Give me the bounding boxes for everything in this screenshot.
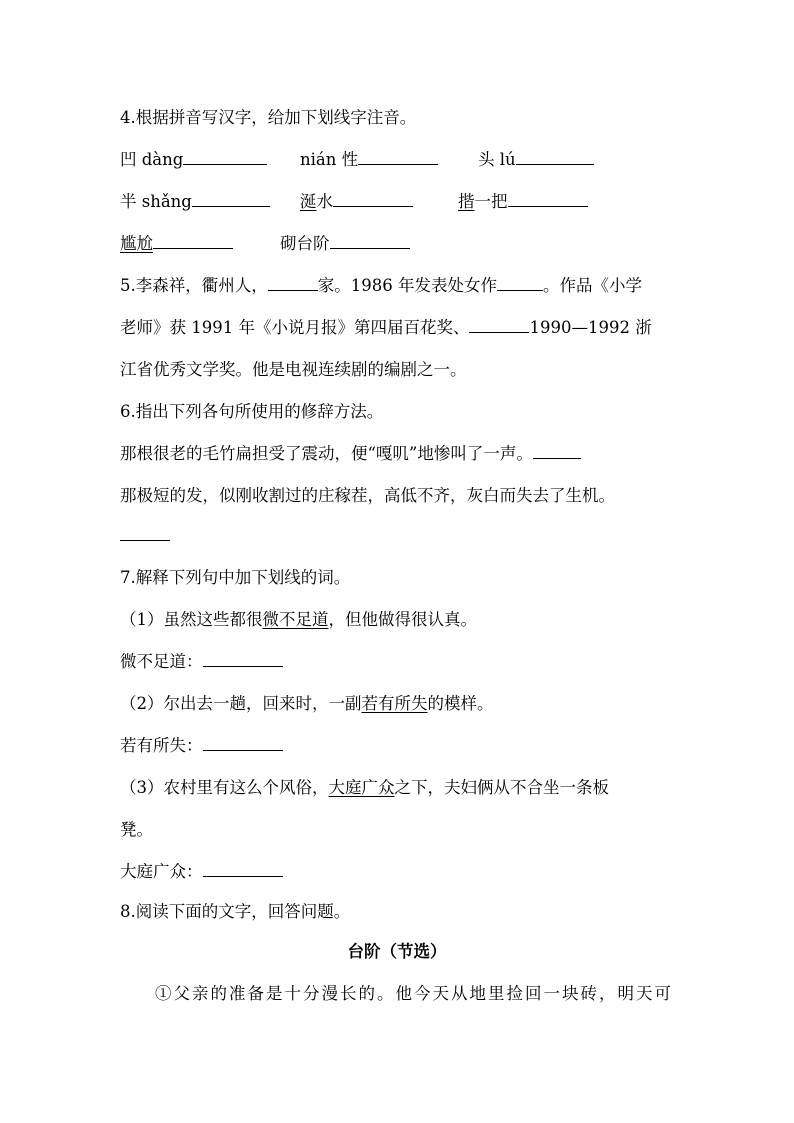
q4-item-4 xyxy=(120,192,270,212)
q7-text: 之下，夫妇俩从不合坐一条板 xyxy=(394,778,609,797)
q7-answer-2 xyxy=(120,736,283,756)
answer-blank[interactable] xyxy=(192,192,270,207)
q4-item-4-text: 半 shǎng xyxy=(120,192,192,211)
answer-blank[interactable] xyxy=(153,234,233,249)
q7-word-label: 若有所失： xyxy=(120,736,203,755)
passage-paragraph-1: ①父亲的准备是十分漫长的。他今天从地里捡回一块砖，明天可 xyxy=(155,984,673,1003)
answer-blank[interactable] xyxy=(533,444,581,459)
passage-title: 台阶（节选） xyxy=(347,942,447,961)
q4-item-2-text: nián 性 xyxy=(300,150,359,169)
underlined-word: 大庭广众 xyxy=(328,778,395,797)
answer-blank[interactable] xyxy=(358,150,438,165)
underlined-char: 揩 xyxy=(458,192,475,211)
q4-item-1-text: 凹 dàng xyxy=(120,150,184,169)
q4-item-8 xyxy=(280,234,410,254)
answer-blank[interactable] xyxy=(203,862,283,877)
q6-text: 那根很老的毛竹扁担受了震动，便“嘎叽”地惨叫了一声。 xyxy=(120,444,533,463)
q7-word-label: 微不足道： xyxy=(120,652,203,671)
q4-item-8-text: 砌台阶 xyxy=(280,234,330,253)
q7-text: （3）农村里有这么个风俗， xyxy=(120,778,329,797)
answer-blank[interactable] xyxy=(120,526,170,541)
q4-item-6 xyxy=(458,192,588,212)
q8-title: 8.阅读下面的文字，回答问题。 xyxy=(120,902,351,921)
underlined-word: 若有所失 xyxy=(361,694,428,713)
q7-answer-3 xyxy=(120,862,283,882)
answer-blank[interactable] xyxy=(203,652,283,667)
q5-text: 家。1986 年发表处女作 xyxy=(317,276,497,295)
q4-item-1 xyxy=(120,150,267,170)
underlined-word: 微不足道 xyxy=(262,610,329,629)
q6-sentence-2: 那极短的发，似刚收割过的庄稼茬，高低不齐，灰白而失去了生机。 xyxy=(120,486,615,505)
q5-text: 5.李森祥，衢州人， xyxy=(120,276,268,295)
underlined-word: 尴尬 xyxy=(120,234,153,253)
q7-text: （2）尔出去一趟，回来时，一副 xyxy=(120,694,362,713)
answer-blank[interactable] xyxy=(203,736,283,751)
q6-sentence-1 xyxy=(120,444,581,464)
answer-blank[interactable] xyxy=(183,150,267,165)
q4-item-5 xyxy=(300,192,413,212)
q7-sentence-2 xyxy=(120,694,494,714)
q7-title: 7.解释下列句中加下划线的词。 xyxy=(120,568,351,587)
q7-sentence-3-cont: 凳。 xyxy=(120,820,153,839)
q4-item-3-text: 头 lú xyxy=(478,150,516,169)
q7-sentence-3 xyxy=(120,778,609,798)
answer-blank[interactable] xyxy=(508,192,588,207)
q7-text: （1）虽然这些都很 xyxy=(120,610,263,629)
q5-text: 老师》获 1991 年《小说月报》第四届百花奖、 xyxy=(120,318,470,337)
q4-item-7 xyxy=(120,234,233,254)
q6-title: 6.指出下列各句所使用的修辞方法。 xyxy=(120,402,384,421)
q5-line-1 xyxy=(120,276,642,296)
answer-blank[interactable] xyxy=(516,150,594,165)
q5-line-2 xyxy=(120,318,652,338)
q7-sentence-1 xyxy=(120,610,477,630)
q5-line-3: 江省优秀文学奖。他是电视连续剧的编剧之一。 xyxy=(120,360,467,379)
q7-answer-1 xyxy=(120,652,283,672)
answer-blank[interactable] xyxy=(469,318,529,333)
q7-word-label: 大庭广众： xyxy=(120,862,203,881)
underlined-char: 涎 xyxy=(300,192,317,211)
q4-item-5-suffix: 水 xyxy=(316,192,333,211)
q5-text: 。作品《小学 xyxy=(543,276,642,295)
q4-title: 4.根据拼音写汉字，给加下划线字注音。 xyxy=(120,108,417,127)
answer-blank[interactable] xyxy=(268,276,318,291)
q4-item-6-suffix: 一把 xyxy=(474,192,508,211)
answer-blank[interactable] xyxy=(330,234,410,249)
answer-blank[interactable] xyxy=(333,192,413,207)
q7-text: ，但他做得很认真。 xyxy=(328,610,477,629)
q5-text: 1990—1992 浙 xyxy=(529,318,652,337)
q6-blank-line xyxy=(120,526,170,546)
answer-blank[interactable] xyxy=(497,276,543,291)
q7-text: 的模样。 xyxy=(427,694,494,713)
q4-item-3 xyxy=(478,150,594,170)
q4-item-2 xyxy=(300,150,438,170)
